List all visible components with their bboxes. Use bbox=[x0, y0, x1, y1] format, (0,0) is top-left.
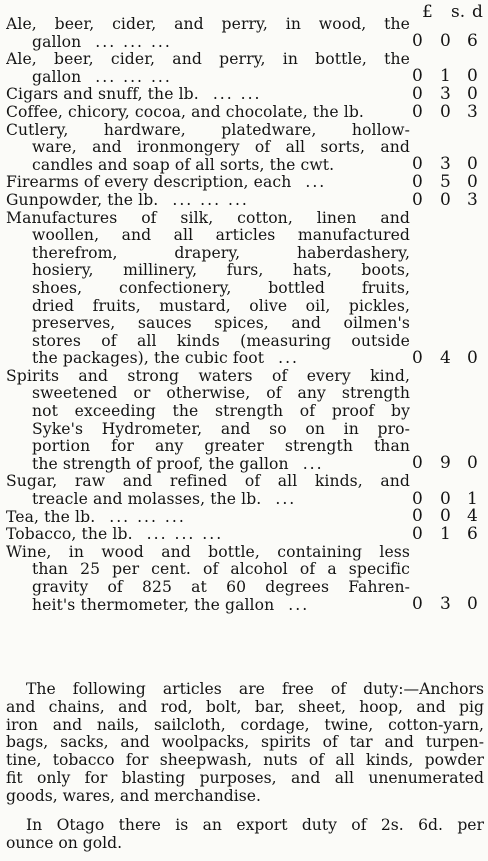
leader-dots: ... bbox=[288, 596, 310, 614]
item-text-line bbox=[6, 86, 410, 104]
paragraph-line: fit only for blasting purposes, and all unenumerated bbox=[6, 769, 484, 787]
shillings-header: s. bbox=[451, 2, 466, 22]
item-text: Ale, beer, cider, and perry, in wood, the bbox=[6, 16, 410, 33]
duty-amount bbox=[412, 173, 486, 191]
pence-value: 6 bbox=[467, 31, 478, 52]
duty-amount bbox=[412, 32, 486, 50]
item-text: Coffee, chicory, cocoa, and chocolate, the lb. bbox=[6, 103, 364, 121]
item-text-line bbox=[6, 122, 410, 140]
item-text-line bbox=[6, 210, 410, 228]
duty-amount bbox=[412, 490, 486, 508]
item-text: Cigars and snuff, the lb. bbox=[6, 86, 199, 104]
pounds-value: 0 bbox=[412, 154, 423, 175]
pounds-value: 0 bbox=[412, 31, 423, 52]
paragraph-line: goods, wares, and merchandise. bbox=[6, 787, 261, 805]
duty-item bbox=[6, 101, 486, 122]
duty-amount bbox=[412, 349, 486, 367]
leader-dots: ... ... ... bbox=[172, 191, 249, 209]
duty-item bbox=[6, 368, 486, 474]
paragraph-line: tine, tobacco for sheepwash, nuts of all kinds, powder bbox=[6, 752, 484, 770]
shillings-value: 0 bbox=[440, 101, 451, 122]
item-text: candles and soap of all sorts, the cwt. bbox=[32, 156, 335, 174]
pounds-value: 0 bbox=[412, 594, 423, 615]
duty-amount bbox=[412, 595, 486, 613]
leader-dots: ... ... ... bbox=[146, 526, 224, 544]
item-text-line bbox=[6, 174, 410, 192]
pounds-value: 0 bbox=[412, 453, 423, 474]
duty-amount bbox=[412, 525, 486, 543]
shillings-value: 3 bbox=[440, 83, 451, 104]
pence-value: 0 bbox=[467, 154, 478, 175]
shillings-value: 4 bbox=[440, 347, 451, 368]
leader-dots: ... bbox=[275, 491, 297, 509]
item-text-line bbox=[6, 473, 410, 491]
item-text: portion for any greater strength than bbox=[32, 438, 410, 456]
pence-value: 1 bbox=[467, 488, 478, 509]
item-text-line bbox=[6, 579, 410, 597]
otago-paragraph bbox=[6, 816, 484, 852]
paragraph-line: The following articles are free of duty:—Anchors bbox=[26, 681, 484, 698]
paragraph-line: In Otago there is an export duty of 2s. 6d. per bbox=[26, 816, 484, 834]
duty-item bbox=[6, 544, 486, 614]
item-text: heit's thermometer, the gallon bbox=[32, 596, 275, 614]
pounds-header: £ bbox=[422, 2, 433, 22]
item-text-line bbox=[6, 561, 410, 579]
pounds-value: 0 bbox=[412, 171, 423, 192]
item-text: Sugar, raw and refined of all kinds, and bbox=[6, 473, 410, 491]
item-text: Cutlery, hardware, platedware, hollow- bbox=[6, 121, 410, 139]
item-text-line bbox=[6, 51, 410, 69]
paragraph-line: ounce on gold. bbox=[6, 834, 123, 852]
item-text: Ale, beer, cider, and perry, in bottle, the bbox=[6, 51, 410, 69]
item-text-line bbox=[6, 298, 410, 316]
duty-item bbox=[6, 210, 486, 368]
pence-value: 3 bbox=[467, 101, 478, 122]
leader-dots: ... ... bbox=[212, 86, 262, 104]
paragraph-line: and chains, and rod, bolt, bar, sheet, hoop, and pig bbox=[6, 698, 484, 716]
item-text: sweetened or otherwise, of any strength bbox=[32, 385, 410, 403]
pence-value: 0 bbox=[467, 83, 478, 104]
leader-dots: ... bbox=[305, 174, 327, 192]
shillings-value: 0 bbox=[440, 506, 451, 527]
item-text-line bbox=[6, 491, 410, 509]
item-text-line bbox=[6, 333, 410, 351]
shillings-value: 0 bbox=[440, 31, 451, 52]
shillings-value: 5 bbox=[440, 171, 451, 192]
item-text-line bbox=[6, 104, 410, 122]
leader-dots: ... ... ... bbox=[95, 33, 172, 51]
duty-amount bbox=[412, 85, 486, 103]
item-text-line bbox=[6, 34, 410, 52]
item-text: gallon bbox=[32, 33, 82, 51]
item-text-line bbox=[6, 350, 410, 368]
duty-item bbox=[6, 523, 486, 544]
item-text: preserves, sauces spices, and oilmen's bbox=[32, 315, 410, 333]
duty-amount bbox=[412, 155, 486, 173]
item-text-line bbox=[6, 403, 410, 421]
item-text-line bbox=[6, 262, 410, 280]
item-text-line bbox=[6, 597, 410, 615]
item-text-line bbox=[6, 368, 410, 386]
leader-dots: ... ... ... bbox=[109, 508, 186, 526]
item-text: therefrom, drapery, haberdashery, bbox=[32, 244, 410, 262]
item-text: gallon bbox=[32, 68, 82, 86]
duty-item bbox=[6, 122, 486, 175]
item-text-line bbox=[6, 227, 410, 245]
item-text-line bbox=[6, 421, 410, 439]
item-text: woollen, and all articles manufactured bbox=[32, 227, 410, 245]
item-text-line bbox=[6, 157, 410, 175]
item-text: hosiery, millinery, furs, hats, boots, bbox=[32, 262, 410, 280]
item-text-line bbox=[6, 526, 410, 544]
item-text: not exceeding the strength of proof by bbox=[32, 403, 410, 421]
duty-amount bbox=[412, 507, 486, 525]
item-text: Tobacco, the lb. bbox=[6, 526, 133, 544]
item-text-line bbox=[6, 385, 410, 403]
shillings-value: 1 bbox=[440, 523, 451, 544]
free-articles-paragraph bbox=[6, 681, 484, 806]
item-text-line bbox=[6, 139, 410, 157]
pence-value: 6 bbox=[467, 523, 478, 544]
item-text: shoes, confectionery, bottled fruits, bbox=[32, 279, 410, 297]
pounds-value: 0 bbox=[412, 101, 423, 122]
duty-item bbox=[6, 16, 486, 51]
item-text: Gunpowder, the lb. bbox=[6, 191, 159, 209]
item-text: ware, and ironmongery of all sorts, and bbox=[32, 139, 410, 157]
item-text-line bbox=[6, 544, 410, 562]
item-text: Firearms of every description, each bbox=[6, 174, 292, 192]
item-text: Spirits and strong waters of every kind, bbox=[6, 367, 410, 385]
shillings-value: 0 bbox=[440, 189, 451, 210]
duty-item bbox=[6, 473, 486, 508]
leader-dots: ... bbox=[302, 455, 324, 473]
leader-dots: ... ... ... bbox=[95, 68, 172, 86]
shillings-value: 0 bbox=[440, 488, 451, 509]
item-text: than 25 per cent. of alcohol of a specific bbox=[32, 561, 410, 579]
duty-amount bbox=[412, 103, 486, 121]
duty-amount bbox=[412, 454, 486, 472]
paragraph-line: iron and nails, sailcloth, cordage, twine, cotton-yarn, bbox=[6, 716, 484, 734]
item-text-line bbox=[6, 315, 410, 333]
item-text: treacle and molasses, the lb. bbox=[32, 491, 262, 509]
duty-table bbox=[6, 16, 486, 614]
item-text: Wine, in wood and bottle, containing less bbox=[6, 543, 410, 561]
pence-value: 3 bbox=[467, 189, 478, 210]
shillings-value: 3 bbox=[440, 154, 451, 175]
paragraph-line: bags, sacks, and woolpacks, spirits of tar and turpen- bbox=[6, 734, 484, 752]
pounds-value: 0 bbox=[412, 523, 423, 544]
item-text: Manufactures of silk, cotton, linen and bbox=[6, 209, 410, 227]
pence-value: 0 bbox=[467, 594, 478, 615]
item-text-line bbox=[6, 69, 410, 87]
pence-value: 0 bbox=[467, 453, 478, 474]
shillings-value: 1 bbox=[440, 66, 451, 87]
pounds-value: 0 bbox=[412, 189, 423, 210]
pence-header: d bbox=[472, 2, 483, 22]
item-text: gravity of 825 at 60 degrees Fahren- bbox=[32, 579, 410, 596]
shillings-value: 9 bbox=[440, 453, 451, 474]
pence-value: 0 bbox=[467, 347, 478, 368]
item-text: the strength of proof, the gallon bbox=[32, 455, 289, 473]
item-text: Tea, the lb. bbox=[6, 508, 96, 526]
pounds-value: 0 bbox=[412, 347, 423, 368]
pence-value: 0 bbox=[467, 171, 478, 192]
item-text: stores of all kinds (measuring outside bbox=[32, 332, 410, 350]
pounds-value: 0 bbox=[412, 506, 423, 527]
item-text: Syke's Hydrometer, and so on in pro- bbox=[32, 420, 410, 438]
item-text-line bbox=[6, 456, 410, 474]
duty-item bbox=[6, 189, 486, 210]
pence-value: 0 bbox=[467, 66, 478, 87]
item-text: the packages), the cubic foot bbox=[32, 350, 265, 368]
duty-item bbox=[6, 51, 486, 86]
pounds-value: 0 bbox=[412, 83, 423, 104]
pence-value: 4 bbox=[467, 506, 478, 527]
leader-dots: ... bbox=[278, 350, 299, 368]
duty-amount bbox=[412, 191, 486, 209]
pounds-value: 0 bbox=[412, 488, 423, 509]
item-text-line bbox=[6, 192, 410, 210]
item-text-line bbox=[6, 16, 410, 34]
duty-amount bbox=[412, 67, 486, 85]
pounds-value: 0 bbox=[412, 66, 423, 87]
item-text-line bbox=[6, 245, 410, 263]
item-text-line bbox=[6, 280, 410, 298]
item-text-line bbox=[6, 509, 410, 527]
item-text: dried fruits, mustard, olive oil, pickles, bbox=[32, 297, 410, 315]
shillings-value: 3 bbox=[440, 594, 451, 615]
item-text-line bbox=[6, 438, 410, 456]
